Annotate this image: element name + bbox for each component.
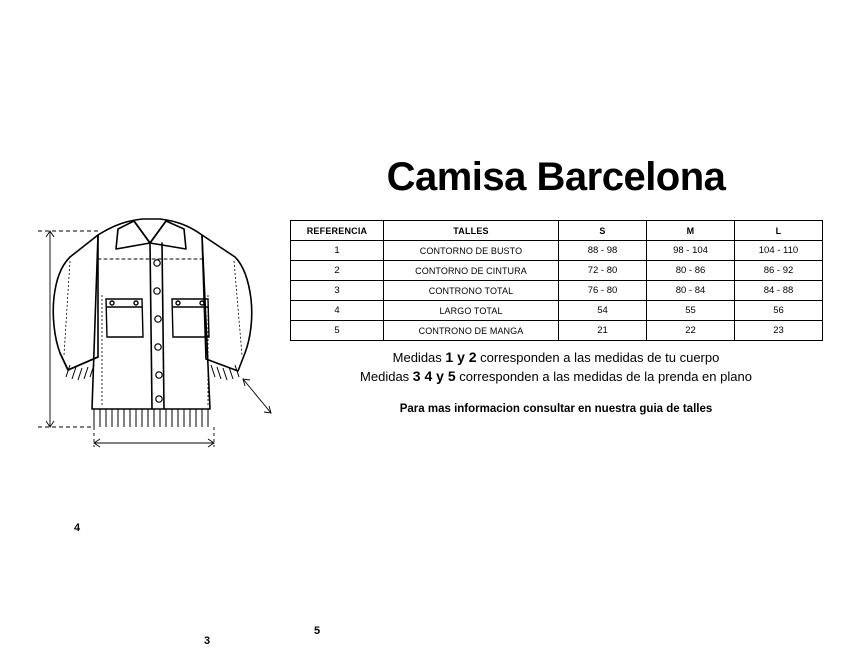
cell-s: 54 [559, 301, 647, 321]
cell-m: 98 - 104 [647, 241, 735, 261]
column-header-talles: TALLES [384, 221, 559, 241]
cell-referencia: 2 [291, 261, 384, 281]
cell-m: 22 [647, 321, 735, 341]
cell-referencia: 5 [291, 321, 384, 341]
page-title: Camisa Barcelona [386, 155, 726, 199]
table-row [291, 281, 823, 301]
note-2-prefix: Medidas [360, 369, 413, 384]
cell-m: 55 [647, 301, 735, 321]
dimension-label-width: 3 [204, 635, 211, 647]
cell-s: 88 - 98 [559, 241, 647, 261]
cell-talle: CONTORNO DE BUSTO [384, 241, 559, 261]
note-1-suffix: corresponden a las medidas de tu cuerpo [476, 350, 720, 365]
cell-l: 56 [735, 301, 823, 321]
table-row [291, 261, 823, 281]
dimension-label-height: 4 [74, 522, 81, 534]
column-header-s: S [559, 221, 647, 241]
cell-l: 23 [735, 321, 823, 341]
cell-l: 84 - 88 [735, 281, 823, 301]
cell-s: 21 [559, 321, 647, 341]
note-2-refs: 3 4 y 5 [412, 368, 456, 384]
cell-referencia: 1 [291, 241, 384, 261]
cell-talle: LARGO TOTAL [384, 301, 559, 321]
cell-talle: CONTORNO DE CINTURA [384, 261, 559, 281]
cell-l: 104 - 110 [735, 241, 823, 261]
table-row [291, 301, 823, 321]
note-footer-guide: Para mas informacion consultar en nuestra guia de talles [399, 403, 713, 415]
dimension-label-sleeve: 5 [314, 625, 321, 637]
cell-referencia: 4 [291, 301, 384, 321]
column-header-l: L [735, 221, 823, 241]
cell-m: 80 - 84 [647, 281, 735, 301]
table-row [291, 241, 823, 261]
cell-l: 86 - 92 [735, 261, 823, 281]
note-1-refs: 1 y 2 [445, 349, 477, 365]
table-row [291, 321, 823, 341]
note-1-prefix: Medidas [392, 350, 446, 365]
column-header-referencia: REFERENCIA [291, 221, 384, 241]
cell-s: 72 - 80 [559, 261, 647, 281]
notes-section [288, 348, 824, 415]
cell-referencia: 3 [291, 281, 384, 301]
shirt-technical-drawing [30, 195, 321, 647]
cell-talle: CONTRONO DE MANGA [384, 321, 559, 341]
note-2-suffix: corresponden a las medidas de la prenda en plano [455, 369, 752, 384]
note-line-garment-measurements [288, 367, 824, 386]
size-chart-table [290, 220, 823, 341]
cell-talle: CONTRONO TOTAL [384, 281, 559, 301]
column-header-m: M [647, 221, 735, 241]
table-header-row [291, 221, 823, 241]
cell-m: 80 - 86 [647, 261, 735, 281]
cell-s: 76 - 80 [559, 281, 647, 301]
note-line-body-measurements [288, 348, 824, 367]
